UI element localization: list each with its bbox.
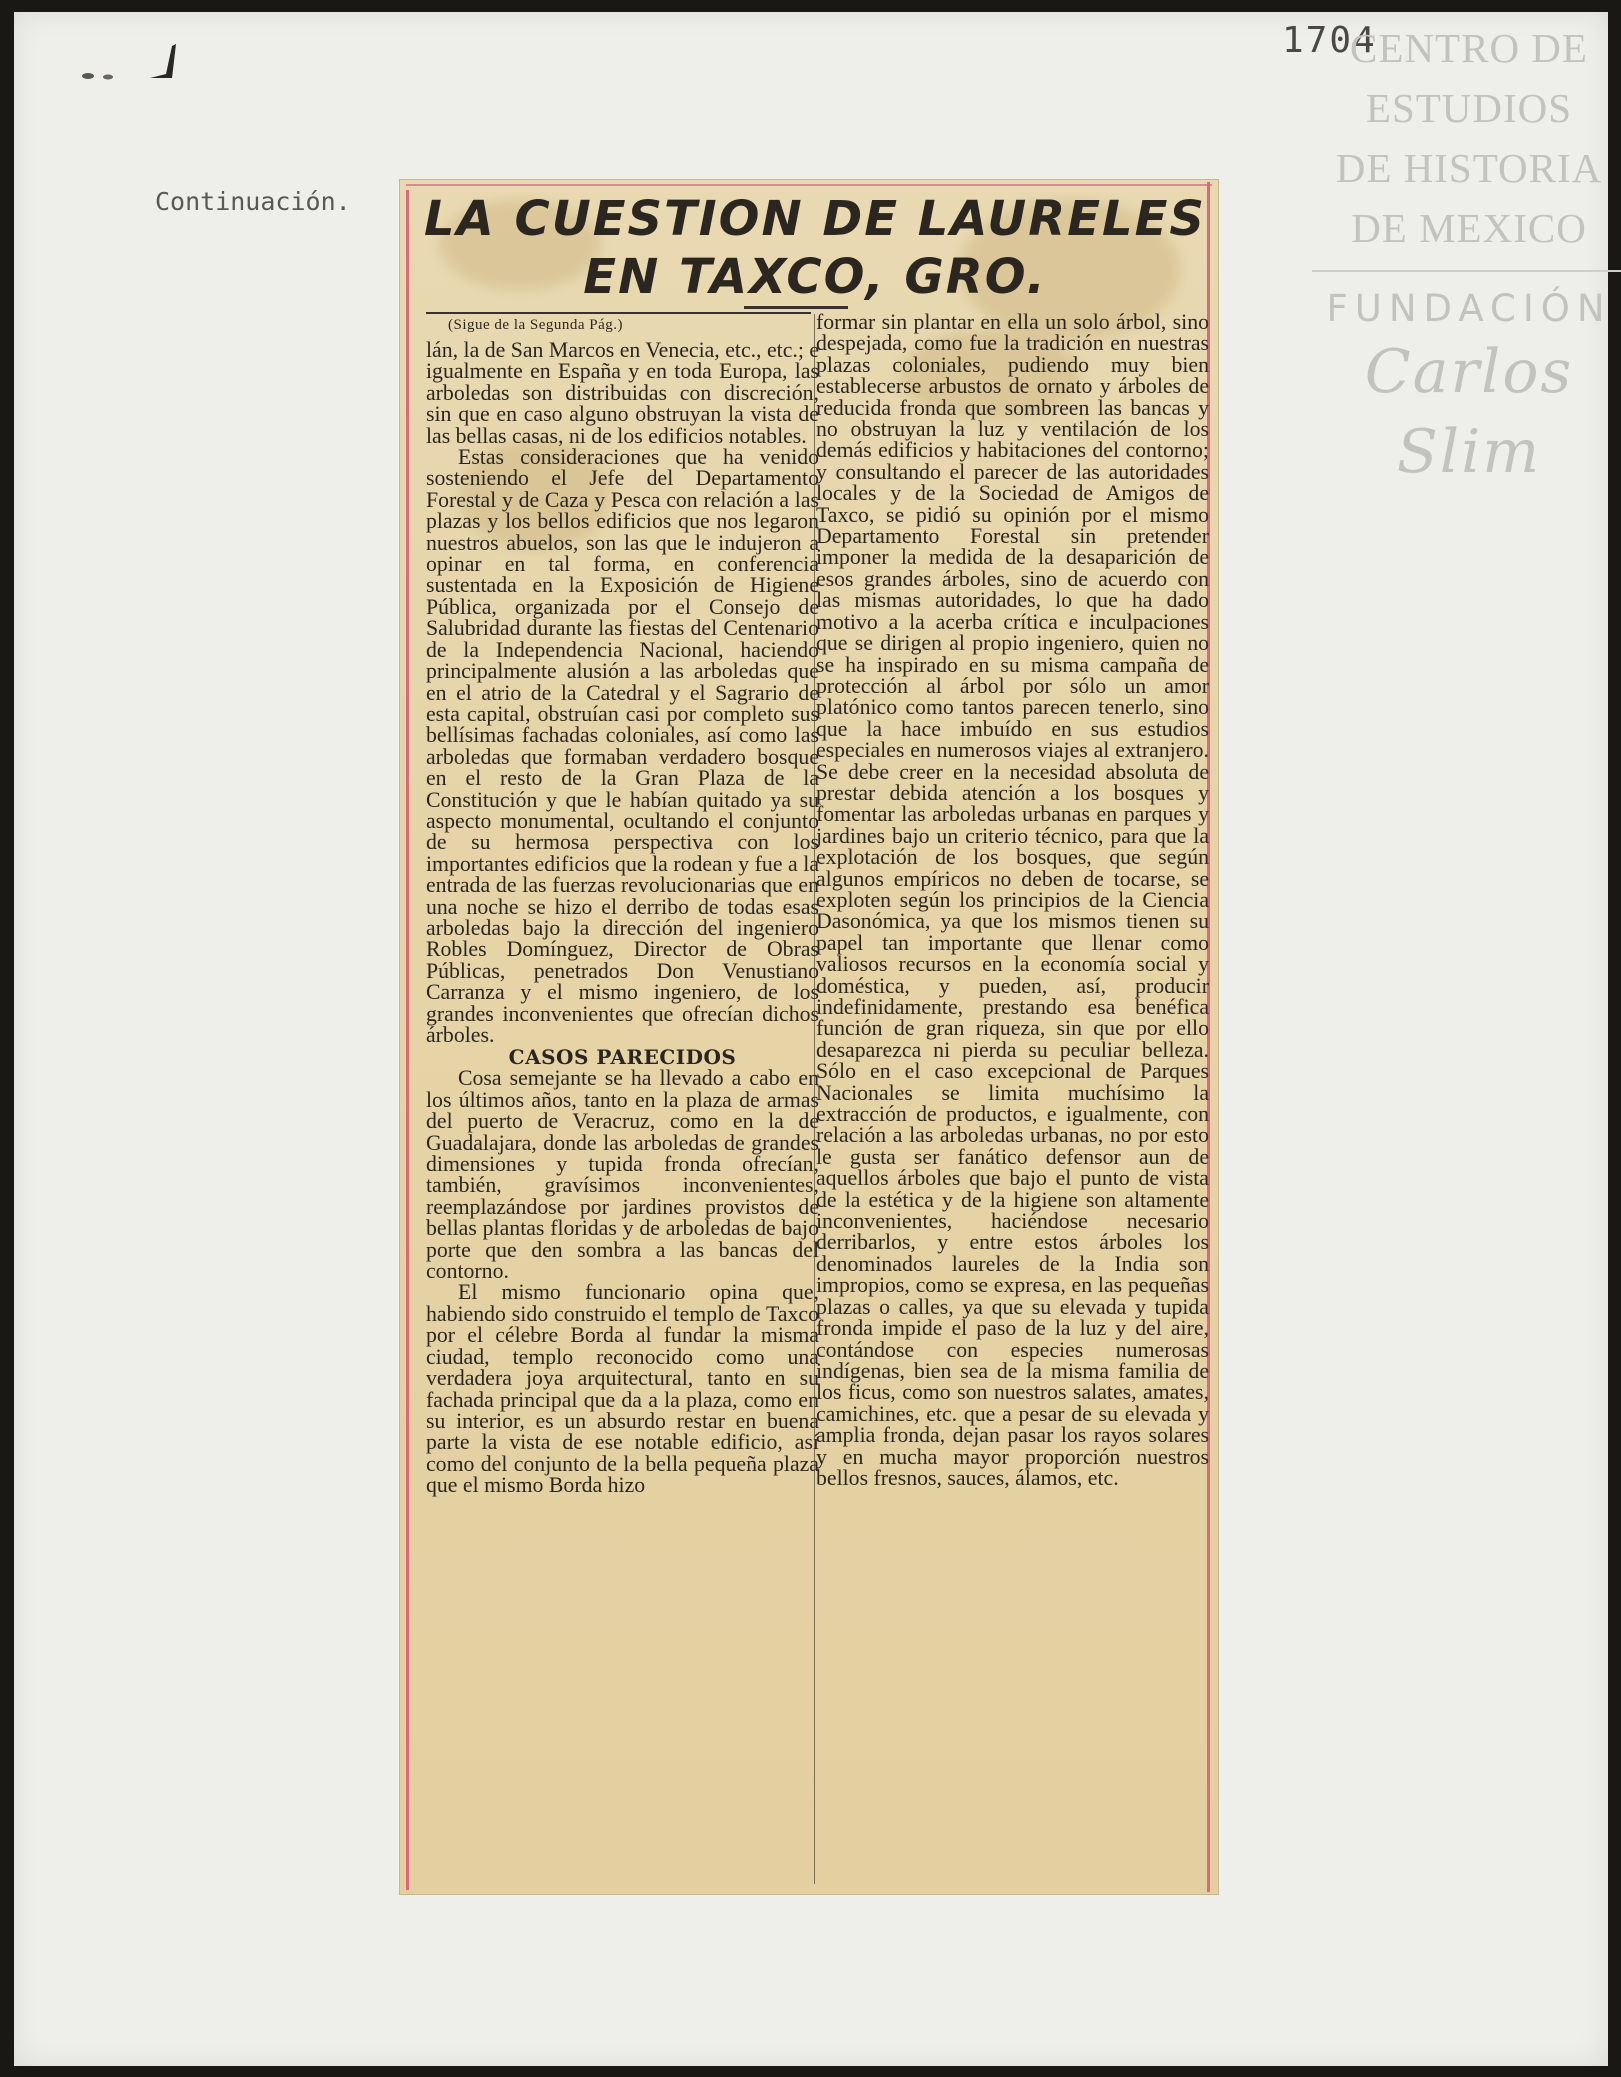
article-headline xyxy=(420,190,1210,306)
article-paragraph: lán, la de San Marcos en Venecia, etc., etc.; e igualmente en España y en toda Europa, las arboledas son distribuidas con discreción, sin que en caso alguno obstruyan la vista de las bellas casas, ni de los edificios notables. xyxy=(426,338,819,448)
watermark-line-1: CENTRO DE xyxy=(1350,25,1588,71)
article-column-right xyxy=(816,312,1209,1489)
watermark-line-4: DE MEXICO xyxy=(1351,205,1587,251)
article-paragraph: Estas consideraciones que ha venido sosteniendo el Jefe del Departamento Forestal y de Caza y Pesca con relación a las plazas y los bellos edificios que nos legaron nuestros abuelos, son las que le indujeron a opinar en tal forma, en conferencia sustentada en la Exposición de Higiene Pública, organizada por el Consejo de Salubridad durante las fiestas del Centenario de la Independencia Nacional, haciendo principalmente alusión a las arboledas que en el atrio de la Catedral y el Sagrario de esta capital, obstruían casi por completo sus bellísimas fachadas coloniales, así como las arboledas que formaban verdadero bosque en el resto de la Gran Plaza de la Constitución y que le habían quitado ya su aspecto monumental, ocultando el conjunto de su hermosa perspectiva con los importantes edificios que la rodean y fue a la entrada de las fuerzas revolucionarias que en una noche se hizo el derribo de todas esas arboledas bajo la dirección del ingeniero Robles Domínguez, Director de Obras Públicas, penetrados Don Venustiano Carranza y el mismo ingeniero, de los grandes inconvenientes que ofrecían dichos árboles. xyxy=(426,445,819,1047)
newspaper-clipping xyxy=(400,180,1218,1894)
archive-number: 1704 xyxy=(1282,20,1377,61)
watermark-divider xyxy=(1312,270,1621,272)
clipping-edge-top xyxy=(406,184,1212,186)
headline-line-2: EN TAXCO, GRO. xyxy=(583,249,1047,305)
watermark-line-3: DE HISTORIA xyxy=(1335,145,1603,191)
article-paragraph: Cosa semejante se ha llevado a cabo en los últimos años, tanto en la plaza de armas del puerto de Veracruz, como en la de Guadalajara, donde las arboledas de grandes dimensiones y tupida fronda ofrecían, también, gravísimos inconvenientes, reemplazándose por jardines provistos de bellas plantas floridas y de arboledas de bajo porte que den sombra a las bancas del contorno. xyxy=(426,1066,819,1284)
headline-line-1: LA CUESTION DE LAURELES xyxy=(424,191,1206,247)
article-paragraph: El mismo funcionario opina que, habiendo sido construido el templo de Taxco por el célebre Borda al fundar la misma ciudad, templo reconocido como una verdadera joya arquitectural, tanto en su fachada principal que da a la plaza, como en su interior, es un absurdo restar en buena parte la vista de ese notable edificio, así como del conjunto de la bella pequeña plaza que el mismo Borda hizo xyxy=(426,1280,819,1498)
watermark-foundation: FUNDACIÓN xyxy=(1326,287,1612,330)
continuation-note: Continuación. xyxy=(155,187,351,216)
watermark-line-2: ESTUDIOS xyxy=(1365,85,1573,131)
article-byline: (Sigue de la Segunda Pág.) xyxy=(426,312,811,336)
article-paragraph: formar sin plantar en ella un solo árbol, sino despejada, como fue la tradición en nuestras plazas coloniales, pudiendo muy bien establecerse arbustos de ornato y árboles de reducida fronda que sombreen las bancas y no obstruyan la luz y ventilación de los demás edificios y habitaciones del contorno; y consultando el parecer de las autoridades locales y de la Sociedad de Amigos de Taxco, se pidió su opinión por el mismo Departamento Forestal sin pretender imponer la medida de la desaparición de esos grandes árboles, sino de acuerdo con las mismas autoridades, lo que ha dado motivo a la acerba crítica e inculpaciones que se dirigen al propio ingeniero, quien no se ha inspirado en su misma campaña de protección al árbol por sólo un amor platónico como tantos parecen tenerlo, sino que la hace imbuído en sus estudios especiales en numerosos viajes al extranjero. Se debe creer en la necesidad absoluta de prestar debida atención a los bosques y fomentar las arboledas urbanas en parques y jardines bajo un criterio técnico, para que la explotación de los bosques, que según algunos empíricos no deben de tocarse, se exploten según los principios de la Ciencia Dasonómica, ya que los mismos tienen su papel tan importante que llenar como valiosos recursos en la economía social y doméstica, y pueden, así, producir indefinidamente, prestando esa benéfica función de gran riqueza, sin que por ello desaparezca ni pierda su peculiar belleza. Sólo en el caso excepcional de Parques Nacionales se limita muchísimo la extracción de productos, e igualmente, con relación a las arboledas urbanas, no por esto le gusta ser fanático defensor aun de aquellos árboles que bajo el punto de vista de la estética y de la higiene son altamente inconvenientes, haciéndose necesario derribarlos, y entre estos árboles los denominados laureles de la India son impropios, como se expresa, en las pequeñas plazas o calles, ya que su elevada y tupida fronda impide el paso de la luz y del aire, contándose con especies numerosas indígenas, bien sea de la misma familia de los ficus, como son nuestros salates, amates, camichines, etc. que a pesar de su elevada y amplia fronda, dejan pasar los rayos solares y en mucha mayor proporción nuestros bellos fresnos, sauces, álamos, etc. xyxy=(816,310,1209,1490)
watermark-signature: Carlos Slim xyxy=(1364,337,1574,487)
article-subheading: CASOS PARECIDOS xyxy=(508,1045,737,1070)
headline-rule xyxy=(744,306,848,309)
archive-watermark xyxy=(1304,18,1621,492)
staple-holes-icon xyxy=(80,36,190,86)
clipping-edge-left xyxy=(406,190,409,1890)
article-column-left xyxy=(426,312,819,1497)
